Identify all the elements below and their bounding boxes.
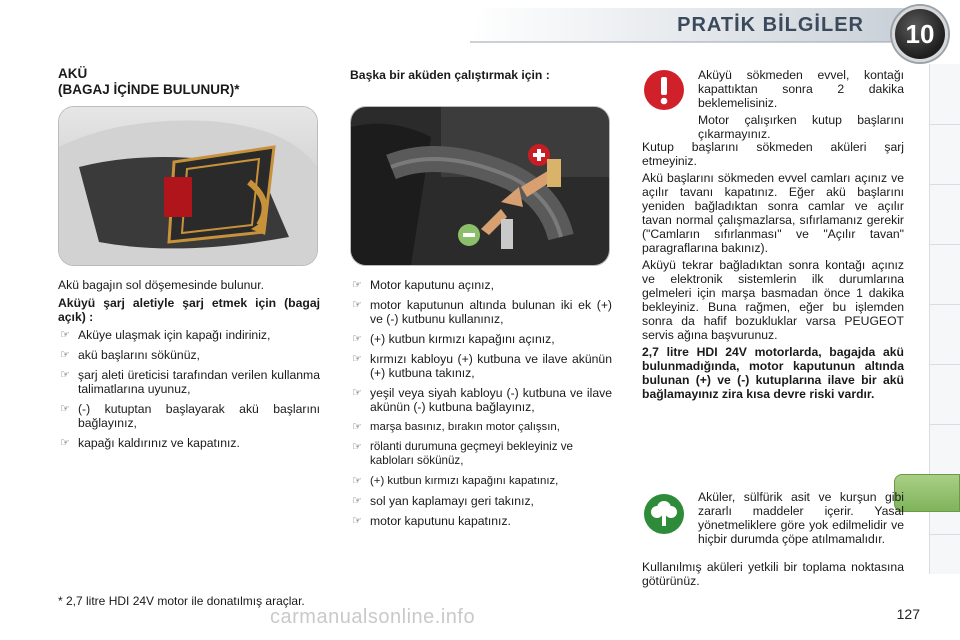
list-item: ☞ kapağı kaldırınız ve kapatınız.	[60, 436, 240, 450]
watermark: carmanualsonline.info	[270, 606, 476, 628]
trunk-battery-photo	[58, 106, 318, 266]
pointing-hand-icon: ☞	[352, 515, 362, 527]
left-column	[58, 66, 320, 98]
tab-divider	[930, 304, 960, 305]
list-item: ☞ motor kaputunun altında bulunan iki ek (+) ve (-) kutbunu kullanınız,	[352, 298, 612, 326]
short-circuit-warning: 2,7 litre HDI 24V motorlarda, bagajda akü bulunmadığında, motor kaputunun altında bulunan (+) ve (-) kutuplarına ilave bir akü bağlamayınız zira kısa devre riski vardır.	[642, 345, 904, 401]
pointing-hand-icon: ☞	[60, 437, 70, 449]
header-band	[0, 0, 960, 46]
pointing-hand-icon: ☞	[352, 353, 362, 365]
footnote: * 2,7 litre HDI 24V motor ile donatılmış araçlar.	[58, 594, 305, 608]
left-text	[58, 278, 320, 456]
tab-divider	[930, 424, 960, 425]
tab-divider	[930, 244, 960, 245]
paragraph: Kutup başlarını sökmeden aküleri şarj etmeyiniz.	[642, 140, 904, 168]
list-item: ☞ sol yan kaplamayı geri takınız,	[352, 494, 534, 508]
tab-divider	[930, 534, 960, 535]
intro-text: Akü bagajın sol döşemesinde bulunur.	[58, 278, 264, 292]
list-item: ☞ (+) kutbun kırmızı kapağını açınız,	[352, 332, 555, 346]
section-heading	[58, 66, 320, 98]
pointing-hand-icon: ☞	[60, 369, 70, 381]
chapter-tabs	[929, 64, 960, 574]
charge-title: Aküyü şarj aletiyle şarj etmek için (bagaj açık) :	[58, 296, 320, 324]
pointing-hand-icon: ☞	[352, 279, 362, 291]
warning-box	[698, 68, 904, 144]
right-text	[642, 140, 904, 404]
chapter-number-badge: 10	[892, 6, 948, 62]
paragraph: Akü başlarını sökmeden evvel camları açınız ve açılır tavanı kapatınız. Eğer akü başlarını yeniden bağladıktan sonra camlar ve açılır tavan normal çalışmazlarsa, sıfırlamanız gerekir ("Camların sıfırlanması" ve "Açılır tavan" paragraflarına bakınız).	[642, 171, 904, 255]
list-item: ☞ kırmızı kabloyu (+) kutbuna ve ilave akünün (+) kutbuna takınız,	[352, 352, 612, 380]
list-item: ☞ akü başlarını sökünüz,	[60, 348, 200, 362]
environment-note: Aküler, sülfürik asit ve kurşun gibi zararlı maddeler içerir. Yasal yönetmeliklere göre yok edilmelidir ve hiçbir durumda çöpe atılmamalıdır.	[698, 490, 904, 546]
exclamation-icon	[644, 70, 684, 110]
list-item: ☞ Aküye ulaşmak için kapağı indiriniz,	[60, 328, 271, 342]
pointing-hand-icon: ☞	[352, 387, 362, 399]
pointing-hand-icon: ☞	[352, 421, 362, 433]
jump-start-title: Başka bir aküden çalıştırmak için :	[350, 68, 550, 82]
middle-text	[350, 278, 612, 534]
warning-text-2: Motor çalışırken kutup başlarını çıkarmayınız.	[698, 113, 904, 141]
page-number: 127	[896, 606, 920, 622]
pointing-hand-icon: ☞	[352, 495, 362, 507]
pointing-hand-icon: ☞	[60, 329, 70, 341]
chapter-title: PRATİK BİLGİLER	[677, 14, 864, 36]
charge-steps	[58, 328, 320, 450]
pointing-hand-icon: ☞	[352, 333, 362, 345]
heading-line-2: (BAGAJ İÇİNDE BULUNUR)*	[58, 82, 240, 97]
warning-text-1: Aküyü sökmeden evvel, kontağı kapattıktan sonra 2 dakika beklemelisiniz.	[698, 68, 904, 110]
pointing-hand-icon: ☞	[352, 475, 362, 487]
recycling-text: Kullanılmış aküleri yetkili bir toplama noktasına götürünüz.	[642, 560, 904, 588]
jump-start-steps	[350, 278, 612, 528]
paragraph: Aküyü tekrar bağladıktan sonra kontağı açınız ve elektronik sistemlerin ilk durumlarına gelmeleri için marşa basmadan önce 1 dakika bekleyiniz. Buna rağmen, eğer bu işlemden sonra da hafif bozukluklar varsa PEUGEOT servis ağına başvurunuz.	[642, 258, 904, 342]
pointing-hand-icon: ☞	[352, 299, 362, 311]
list-item: ☞ (-) kutuptan başlayarak akü başlarını bağlayınız,	[60, 402, 320, 430]
engine-bay-photo	[350, 106, 610, 266]
tab-divider	[930, 364, 960, 365]
pointing-hand-icon: ☞	[60, 403, 70, 415]
tab-divider	[930, 124, 960, 125]
tree-icon	[644, 494, 684, 534]
list-item: ☞ (+) kutbun kırmızı kapağını kapatınız,	[352, 475, 559, 487]
list-item: ☞ şarj aleti üreticisi tarafından verilen kullanma talimatlarına uyunuz,	[60, 368, 320, 396]
list-item: ☞ motor kaputunu kapatınız.	[352, 514, 511, 528]
heading-line-1: AKÜ	[58, 66, 88, 81]
list-item: ☞ yeşil veya siyah kabloyu (-) kutbuna ve ilave akünün (-) kutbuna bağlayınız,	[352, 386, 612, 414]
list-item: ☞ marşa basınız, bırakın motor çalışsın,	[352, 421, 560, 433]
pointing-hand-icon: ☞	[60, 349, 70, 361]
pointing-hand-icon: ☞	[352, 441, 362, 453]
tab-divider	[930, 184, 960, 185]
list-item: ☞ rölanti durumuna geçmeyi bekleyiniz ve kabloları sökünüz,	[352, 440, 573, 467]
list-item: ☞ Motor kaputunu açınız,	[352, 278, 494, 292]
